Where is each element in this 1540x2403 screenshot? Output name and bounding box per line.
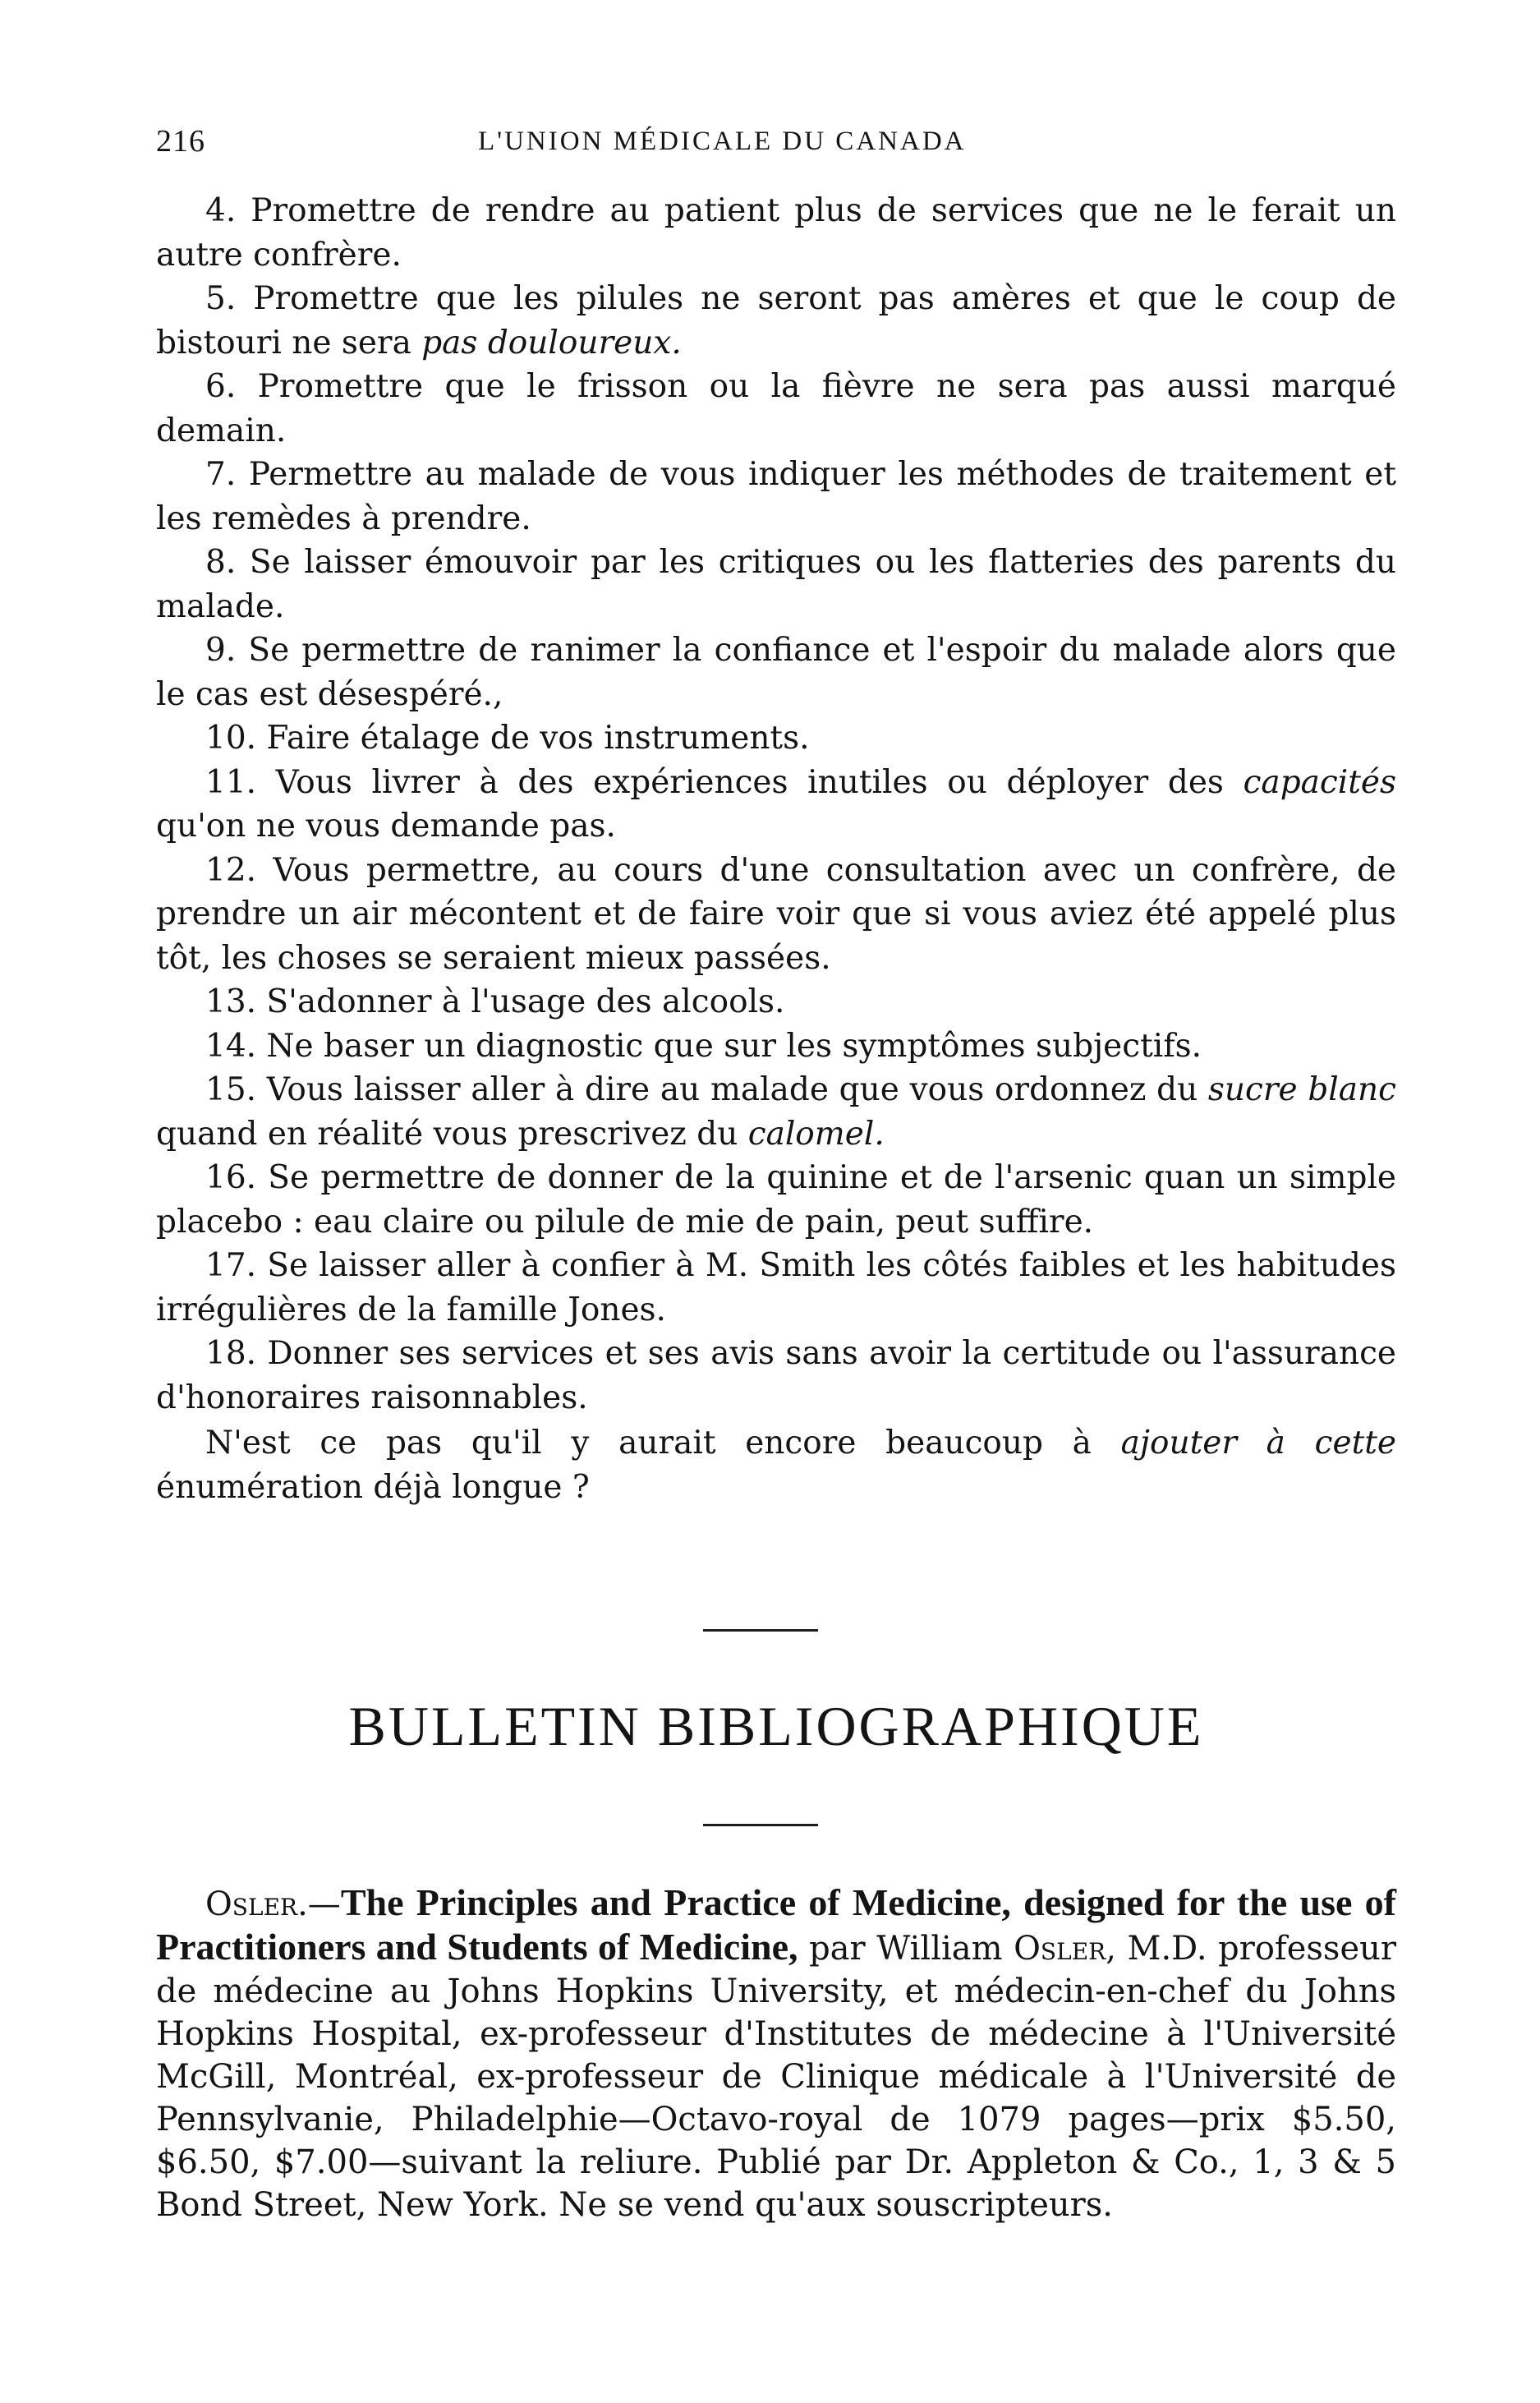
list-item: 12. Vous permettre, au cours d'une consultation avec un confrère, de prendre un air mécontent et de faire voir que si vous aviez été appelé plus tôt, les choses se seraient mieux passées. bbox=[156, 851, 1396, 977]
list-item: 17. Se laisser aller à confier à M. Smith les côtés faibles et les habitudes irrégulières de la famille Jones. bbox=[156, 1247, 1396, 1328]
list-item: 18. Donner ses services et ses avis sans avoir la certitude ou l'assurance d'honoraires raisonnables. bbox=[156, 1335, 1396, 1416]
page-number: 216 bbox=[156, 124, 205, 159]
entry-author-lead: Osler bbox=[205, 1885, 298, 1923]
divider-rule bbox=[703, 1629, 818, 1632]
divider-rule bbox=[703, 1824, 818, 1826]
list-item: 8. Se laisser émouvoir par les critiques ou les flatteries des parents du malade. bbox=[156, 544, 1396, 625]
list-item: 5. Promettre que les pilules ne seront pas amères et que le coup de bistouri ne sera pas douloureux. bbox=[156, 280, 1396, 361]
list-item: 4. Promettre de rendre au patient plus de services que ne le ferait un autre confrère. bbox=[156, 192, 1396, 274]
list-item: 16. Se permettre de donner de la quinine et de l'arsenic quan un simple placebo : eau claire ou pilule de mie de pain, peut suffire. bbox=[156, 1159, 1396, 1241]
book-title: The Principles and Practice of Medicine, designed for the use of Practitioners and Students of Medicine, bbox=[156, 1881, 1396, 1968]
list-item: 15. Vous laisser aller à dire au malade que vous ordonnez du sucre blanc quand en réalité vous prescrivez du calomel. bbox=[156, 1071, 1396, 1153]
list-of-rules bbox=[156, 189, 1396, 1509]
list-item: 10. Faire étalage de vos instruments. bbox=[205, 720, 810, 757]
list-item: 6. Promettre que le frisson ou la fièvre ne sera pas aussi marqué demain. bbox=[156, 368, 1396, 449]
bibliography-entry: Osler.—The Principles and Practice of Medicine, designed for the use of Practitioners and Students of Medicine, par William Osler, M.D. professeur de médecine au Johns Hopkins University, et médecin-en-chef du Johns Hopkins Hospital, ex-professeur d'Institutes de médecine à l'Université McGill, Montréal, ex-professeur de Clinique médicale à l'Université de Pennsylvanie, Philadelphie—Octavo-royal de 1079 pages—prix $5.50, $6.50, $7.00—suivant la reliure. Publié par Dr. Appleton & Co., 1, 3 & 5 Bond Street, New York. Ne se vend qu'aux souscripteurs. bbox=[156, 1881, 1396, 2224]
list-item: 11. Vous livrer à des expériences inutiles ou déployer des capacités qu'on ne vous demande pas. bbox=[156, 763, 1396, 845]
section-title: BULLETIN BIBLIOGRAPHIQUE bbox=[348, 1695, 1204, 1757]
author-name: Osler bbox=[1014, 1930, 1106, 1968]
closing-remark: N'est ce pas qu'il y aurait encore beaucoup à ajouter à cette énumération déjà longue ? bbox=[156, 1425, 1396, 1506]
running-title: L'UNION MÉDICALE DU CANADA bbox=[478, 127, 967, 156]
page-header bbox=[156, 123, 1396, 164]
list-item: 7. Permettre au malade de vous indiquer les méthodes de traitement et les remèdes à prendre. bbox=[156, 456, 1396, 537]
list-item: 14. Ne baser un diagnostic que sur les symptômes subjectifs. bbox=[205, 1027, 1202, 1065]
list-item: 13. S'adonner à l'usage des alcools. bbox=[205, 983, 785, 1020]
list-item: 9. Se permettre de ranimer la confiance et l'espoir du malade alors que le cas est désespéré., bbox=[156, 632, 1396, 713]
